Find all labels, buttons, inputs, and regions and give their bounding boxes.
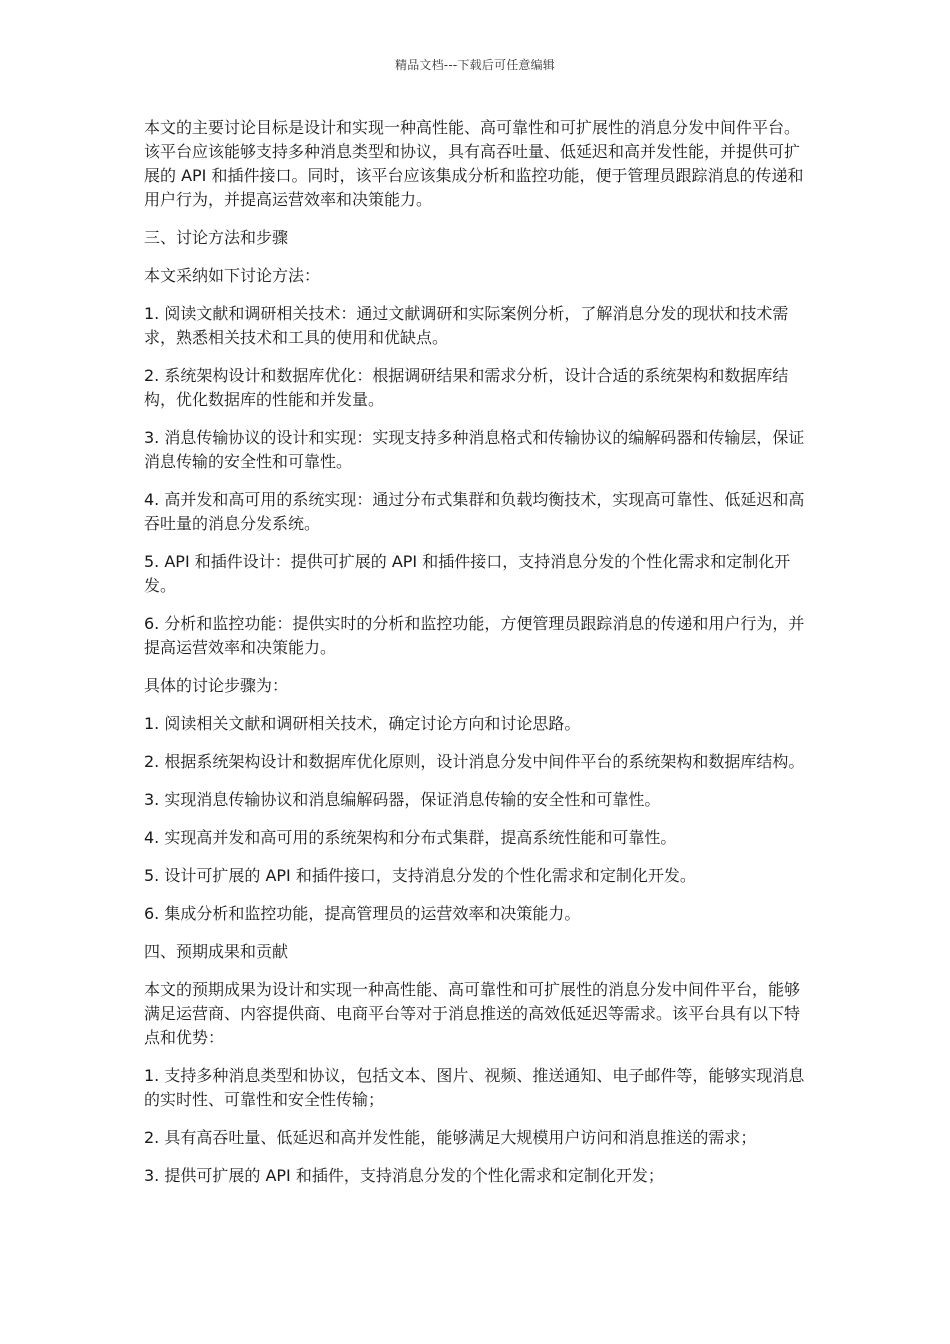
intro-paragraph: 本文的主要讨论目标是设计和实现一种高性能、高可靠性和可扩展性的消息分发中间件平台。该平台应该能够支持多种消息类型和协议，具有高吞吐量、低延迟和高并发性能，并提供可扩展的 API 和插件接口。同时，该平台应该集成分析和监控功能，便于管理员跟踪消息的传递和用户行为，并提高运营效率和决策能力。 [144,118,804,209]
outcome-item-1: 1. 支持多种消息类型和协议，包括文本、图片、视频、推送通知、电子邮件等，能够实现消息的实时性、可靠性和安全性传输； [144,1066,805,1109]
outcome-item-3: 3. 提供可扩展的 API 和插件，支持消息分发的个性化需求和定制化开发； [144,1166,664,1185]
steps-intro: 具体的讨论步骤为： [144,676,289,695]
step-item-2: 2. 根据系统架构设计和数据库优化原则，设计消息分发中间件平台的系统架构和数据库结构。 [144,752,805,771]
section-heading-outcomes: 四、预期成果和贡献 [144,942,289,961]
step-item-4: 4. 实现高并发和高可用的系统架构和分布式集群，提高系统性能和可靠性。 [144,828,677,847]
page-header: 精品文档---下载后可任意编辑 [395,58,555,72]
method-item-4: 4. 高并发和高可用的系统实现：通过分布式集群和负载均衡技术，实现高可靠性、低延迟和高吞吐量的消息分发系统。 [144,490,805,533]
method-item-5: 5. API 和插件设计：提供可扩展的 API 和插件接口，支持消息分发的个性化需求和定制化开发。 [144,552,791,595]
method-item-3: 3. 消息传输协议的设计和实现：实现支持多种消息格式和传输协议的编解码器和传输层，保证消息传输的安全性和可靠性。 [144,428,805,471]
methods-intro: 本文采纳如下讨论方法： [144,266,321,285]
method-item-6: 6. 分析和监控功能：提供实时的分析和监控功能，方便管理员跟踪消息的传递和用户行为，并提高运营效率和决策能力。 [144,614,805,657]
document-body [144,116,806,1202]
step-item-1: 1. 阅读相关文献和调研相关技术，确定讨论方向和讨论思路。 [144,714,581,733]
method-item-1: 1. 阅读文献和调研相关技术：通过文献调研和实际案例分析，了解消息分发的现状和技术需求，熟悉相关技术和工具的使用和优缺点。 [144,304,789,347]
step-item-5: 5. 设计可扩展的 API 和插件接口，支持消息分发的个性化需求和定制化开发。 [144,866,696,885]
step-item-6: 6. 集成分析和监控功能，提高管理员的运营效率和决策能力。 [144,904,581,923]
section-heading-methods: 三、讨论方法和步骤 [144,228,289,247]
method-item-2: 2. 系统架构设计和数据库优化：根据调研结果和需求分析，设计合适的系统架构和数据库结构，优化数据库的性能和并发量。 [144,366,789,409]
outcome-item-2: 2. 具有高吞吐量、低延迟和高并发性能，能够满足大规模用户访问和消息推送的需求； [144,1128,757,1147]
step-item-3: 3. 实现消息传输协议和消息编解码器，保证消息传输的安全性和可靠性。 [144,790,661,809]
outcomes-intro: 本文的预期成果为设计和实现一种高性能、高可靠性和可扩展性的消息分发中间件平台，能够满足运营商、内容提供商、电商平台等对于消息推送的高效低延迟等需求。该平台具有以下特点和优势： [144,980,801,1047]
